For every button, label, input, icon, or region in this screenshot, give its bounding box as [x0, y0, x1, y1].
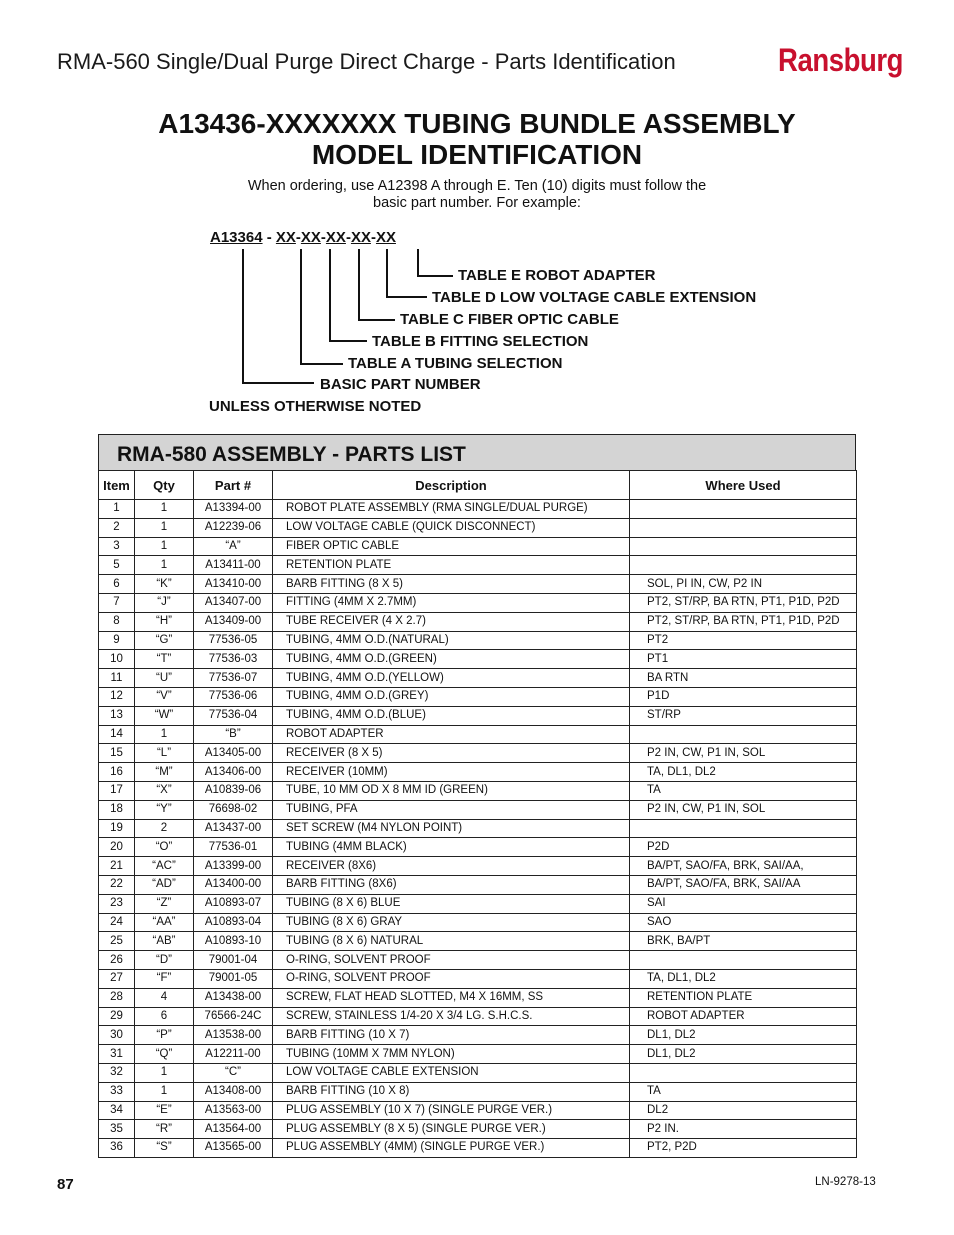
cell-where-used [630, 951, 857, 970]
table-row [99, 894, 857, 913]
table-row [99, 1101, 857, 1120]
cell-item: 26 [99, 951, 135, 970]
table-row [99, 650, 857, 669]
cell-item: 2 [99, 518, 135, 537]
cell-item: 1 [99, 500, 135, 519]
cell-description: TUBING, 4MM O.D.(BLUE) [273, 706, 630, 725]
cell-part-number: A13407-00 [194, 593, 273, 612]
cell-qty: “AD” [135, 875, 194, 894]
cell-qty: “D” [135, 951, 194, 970]
cell-part-number: A12239-06 [194, 518, 273, 537]
cell-qty: “Y” [135, 800, 194, 819]
col-header-where-used: Where Used [630, 471, 857, 500]
parts-table-body [99, 500, 857, 1158]
cell-qty: “P” [135, 1026, 194, 1045]
cell-part-number: A13538-00 [194, 1026, 273, 1045]
cell-item: 33 [99, 1082, 135, 1101]
table-row [99, 500, 857, 519]
cell-description: O-RING, SOLVENT PROOF [273, 969, 630, 988]
cell-item: 23 [99, 894, 135, 913]
cell-item: 8 [99, 612, 135, 631]
pn-dash1: - [295, 229, 301, 246]
cell-part-number: A13394-00 [194, 500, 273, 519]
cell-description: TUBING, 4MM O.D.(GREY) [273, 687, 630, 706]
cell-item: 30 [99, 1026, 135, 1045]
cell-part-number: A13437-00 [194, 819, 273, 838]
table-row [99, 593, 857, 612]
cell-item: 32 [99, 1063, 135, 1082]
cell-where-used: DL2 [630, 1101, 857, 1120]
page-title-line1: A13436-XXXXXXX TUBING BUNDLE ASSEMBLY [158, 108, 796, 139]
cell-description: TUBE, 10 MM OD X 8 MM ID (GREEN) [273, 781, 630, 800]
cell-qty: “H” [135, 612, 194, 631]
cell-item: 14 [99, 725, 135, 744]
cell-description: TUBING (10MM X 7MM NYLON) [273, 1045, 630, 1064]
table-row [99, 969, 857, 988]
pn-seg2: XX [300, 229, 321, 246]
cell-where-used [630, 518, 857, 537]
cell-where-used: PT2, ST/RP, BA RTN, PT1, P1D, P2D [630, 612, 857, 631]
table-row [99, 819, 857, 838]
table-row [99, 1120, 857, 1139]
cell-part-number: A13565-00 [194, 1139, 273, 1158]
label-table-b: TABLE B FITTING SELECTION [372, 333, 589, 350]
cell-qty: “V” [135, 687, 194, 706]
cell-description: TUBING, 4MM O.D.(YELLOW) [273, 669, 630, 688]
cell-where-used: RETENTION PLATE [630, 988, 857, 1007]
cell-part-number: A13406-00 [194, 763, 273, 782]
cell-qty: 4 [135, 988, 194, 1007]
cell-part-number: A13399-00 [194, 857, 273, 876]
leader-line-e [418, 249, 453, 276]
cell-item: 22 [99, 875, 135, 894]
table-row [99, 631, 857, 650]
cell-qty: “T” [135, 650, 194, 669]
cell-description: BARB FITTING (10 X 8) [273, 1082, 630, 1101]
cell-qty: 1 [135, 1063, 194, 1082]
cell-where-used: DL1, DL2 [630, 1045, 857, 1064]
cell-description: RECEIVER (8X6) [273, 857, 630, 876]
cell-item: 12 [99, 687, 135, 706]
cell-part-number: 77536-05 [194, 631, 273, 650]
cell-description: TUBING, 4MM O.D.(GREEN) [273, 650, 630, 669]
cell-part-number: A12211-00 [194, 1045, 273, 1064]
cell-qty: 1 [135, 1082, 194, 1101]
cell-part-number: A13400-00 [194, 875, 273, 894]
cell-description: SET SCREW (M4 NYLON POINT) [273, 819, 630, 838]
cell-part-number: 77536-06 [194, 687, 273, 706]
cell-description: RECEIVER (10MM) [273, 763, 630, 782]
leader-line-b [330, 249, 367, 341]
cell-description: BARB FITTING (8 X 5) [273, 575, 630, 594]
leader-line-c [359, 249, 395, 320]
cell-part-number: A13438-00 [194, 988, 273, 1007]
parts-table [98, 470, 857, 1158]
cell-qty: “AC” [135, 857, 194, 876]
pn-dash3: - [345, 229, 351, 246]
cell-part-number: A13563-00 [194, 1101, 273, 1120]
cell-where-used: BRK, BA/PT [630, 932, 857, 951]
pn-basic: A13364 [210, 229, 263, 246]
cell-where-used: P2 IN. [630, 1120, 857, 1139]
cell-qty: “Q” [135, 1045, 194, 1064]
ransburg-logo: Ransburg [778, 42, 903, 78]
page-number: 87 [57, 1176, 74, 1193]
cell-qty: “X” [135, 781, 194, 800]
cell-qty: “F” [135, 969, 194, 988]
page-title-line2: MODEL IDENTIFICATION [311, 139, 643, 170]
cell-description: ROBOT PLATE ASSEMBLY (RMA SINGLE/DUAL PURGE) [273, 500, 630, 519]
cell-qty: “M” [135, 763, 194, 782]
cell-part-number: 76698-02 [194, 800, 273, 819]
cell-item: 21 [99, 857, 135, 876]
cell-qty: “AB” [135, 932, 194, 951]
table-row [99, 951, 857, 970]
cell-description: BARB FITTING (10 X 7) [273, 1026, 630, 1045]
cell-where-used: TA [630, 781, 857, 800]
table-row [99, 1139, 857, 1158]
cell-where-used [630, 500, 857, 519]
cell-description: FITTING (4MM X 2.7MM) [273, 593, 630, 612]
cell-description: TUBING, PFA [273, 800, 630, 819]
table-row [99, 725, 857, 744]
pn-dash4: - [370, 229, 376, 246]
table-row [99, 612, 857, 631]
cell-part-number: 77536-07 [194, 669, 273, 688]
cell-qty: “W” [135, 706, 194, 725]
label-table-d: TABLE D LOW VOLTAGE CABLE EXTENSION [432, 289, 757, 306]
cell-qty: “K” [135, 575, 194, 594]
cell-qty: “E” [135, 1101, 194, 1120]
cell-item: 35 [99, 1120, 135, 1139]
cell-where-used: P2 IN, CW, P1 IN, SOL [630, 800, 857, 819]
table-row [99, 875, 857, 894]
cell-qty: 1 [135, 725, 194, 744]
cell-item: 17 [99, 781, 135, 800]
cell-description: PLUG ASSEMBLY (4MM) (SINGLE PURGE VER.) [273, 1139, 630, 1158]
intro-line2: basic part number. For example: [373, 195, 581, 211]
pn-seg3: XX [325, 229, 346, 246]
cell-item: 34 [99, 1101, 135, 1120]
cell-where-used: BA RTN [630, 669, 857, 688]
cell-item: 20 [99, 838, 135, 857]
cell-where-used [630, 725, 857, 744]
cell-description: BARB FITTING (8X6) [273, 875, 630, 894]
cell-description: TUBE RECEIVER (4 X 2.7) [273, 612, 630, 631]
cell-item: 27 [99, 969, 135, 988]
example-part-number [210, 229, 396, 246]
cell-where-used: TA, DL1, DL2 [630, 763, 857, 782]
cell-qty: “O” [135, 838, 194, 857]
cell-where-used: SAO [630, 913, 857, 932]
table-row [99, 518, 857, 537]
table-row [99, 800, 857, 819]
cell-qty: “AA” [135, 913, 194, 932]
cell-part-number: A13411-00 [194, 556, 273, 575]
cell-where-used: TA, DL1, DL2 [630, 969, 857, 988]
cell-part-number: 79001-05 [194, 969, 273, 988]
cell-part-number: A13409-00 [194, 612, 273, 631]
table-row [99, 1082, 857, 1101]
table-row [99, 932, 857, 951]
cell-item: 18 [99, 800, 135, 819]
table-row [99, 763, 857, 782]
pn-seg1: XX [275, 229, 296, 246]
cell-where-used: P1D [630, 687, 857, 706]
cell-part-number: A10893-04 [194, 913, 273, 932]
cell-description: SCREW, STAINLESS 1/4-20 X 3/4 LG. S.H.C.S. [273, 1007, 630, 1026]
cell-qty: “R” [135, 1120, 194, 1139]
table-row [99, 744, 857, 763]
cell-description: LOW VOLTAGE CABLE (QUICK DISCONNECT) [273, 518, 630, 537]
cell-qty: “U” [135, 669, 194, 688]
table-row [99, 687, 857, 706]
col-header-description: Description [273, 471, 630, 500]
col-header-part: Part # [194, 471, 273, 500]
cell-description: SCREW, FLAT HEAD SLOTTED, M4 X 16MM, SS [273, 988, 630, 1007]
cell-part-number: 77536-04 [194, 706, 273, 725]
label-note: UNLESS OTHERWISE NOTED [209, 398, 422, 415]
cell-item: 29 [99, 1007, 135, 1026]
table-header-row [99, 471, 857, 500]
cell-where-used: BA/PT, SAO/FA, BRK, SAI/AA, [630, 857, 857, 876]
cell-qty: 1 [135, 518, 194, 537]
cell-qty: “L” [135, 744, 194, 763]
label-table-a: TABLE A TUBING SELECTION [348, 355, 563, 372]
cell-where-used: SOL, PI IN, CW, P2 IN [630, 575, 857, 594]
cell-where-used: PT1 [630, 650, 857, 669]
cell-where-used: PT2 [630, 631, 857, 650]
cell-qty: “Z” [135, 894, 194, 913]
table-row [99, 706, 857, 725]
cell-where-used [630, 556, 857, 575]
pn-sep0: - [262, 229, 276, 246]
cell-part-number: A13410-00 [194, 575, 273, 594]
cell-description: PLUG ASSEMBLY (8 X 5) (SINGLE PURGE VER.) [273, 1120, 630, 1139]
cell-description: TUBING (8 X 6) BLUE [273, 894, 630, 913]
cell-part-number: A10839-06 [194, 781, 273, 800]
table-row [99, 537, 857, 556]
leader-line-d [387, 249, 427, 297]
table-row [99, 1026, 857, 1045]
col-header-item: Item [99, 471, 135, 500]
cell-part-number: 76566-24C [194, 1007, 273, 1026]
cell-where-used [630, 537, 857, 556]
label-table-e: TABLE E ROBOT ADAPTER [458, 267, 656, 284]
cell-item: 3 [99, 537, 135, 556]
cell-item: 15 [99, 744, 135, 763]
cell-description: FIBER OPTIC CABLE [273, 537, 630, 556]
cell-description: TUBING, 4MM O.D.(NATURAL) [273, 631, 630, 650]
cell-description: TUBING (4MM BLACK) [273, 838, 630, 857]
cell-where-used [630, 1063, 857, 1082]
cell-part-number: “B” [194, 725, 273, 744]
cell-item: 16 [99, 763, 135, 782]
table-row [99, 575, 857, 594]
cell-part-number: 79001-04 [194, 951, 273, 970]
label-table-c: TABLE C FIBER OPTIC CABLE [400, 311, 619, 328]
cell-item: 31 [99, 1045, 135, 1064]
col-header-qty: Qty [135, 471, 194, 500]
table-row [99, 1063, 857, 1082]
cell-item: 5 [99, 556, 135, 575]
cell-qty: 1 [135, 556, 194, 575]
cell-part-number: “C” [194, 1063, 273, 1082]
cell-description: RETENTION PLATE [273, 556, 630, 575]
cell-qty: 1 [135, 500, 194, 519]
cell-qty: 1 [135, 537, 194, 556]
table-row [99, 1045, 857, 1064]
leader-line-basic [243, 249, 314, 383]
cell-description: PLUG ASSEMBLY (10 X 7) (SINGLE PURGE VER.) [273, 1101, 630, 1120]
cell-part-number: A13405-00 [194, 744, 273, 763]
table-row [99, 988, 857, 1007]
cell-part-number: A10893-10 [194, 932, 273, 951]
cell-where-used: DL1, DL2 [630, 1026, 857, 1045]
cell-where-used: P2D [630, 838, 857, 857]
cell-item: 6 [99, 575, 135, 594]
cell-description: RECEIVER (8 X 5) [273, 744, 630, 763]
cell-where-used: SAI [630, 894, 857, 913]
pn-dash2: - [320, 229, 326, 246]
cell-part-number: A10893-07 [194, 894, 273, 913]
cell-item: 13 [99, 706, 135, 725]
cell-description: LOW VOLTAGE CABLE EXTENSION [273, 1063, 630, 1082]
cell-item: 25 [99, 932, 135, 951]
cell-where-used: PT2, P2D [630, 1139, 857, 1158]
label-basic-part-number: BASIC PART NUMBER [320, 376, 481, 393]
cell-qty: 2 [135, 819, 194, 838]
cell-where-used: PT2, ST/RP, BA RTN, PT1, P1D, P2D [630, 593, 857, 612]
cell-where-used [630, 819, 857, 838]
table-row [99, 838, 857, 857]
cell-description: ROBOT ADAPTER [273, 725, 630, 744]
table-row [99, 1007, 857, 1026]
intro-line1: When ordering, use A12398 A through E. Ten (10) digits must follow the [247, 178, 707, 194]
cell-qty: “J” [135, 593, 194, 612]
cell-where-used: ROBOT ADAPTER [630, 1007, 857, 1026]
cell-part-number: 77536-01 [194, 838, 273, 857]
cell-where-used: BA/PT, SAO/FA, BRK, SAI/AA [630, 875, 857, 894]
cell-part-number: A13408-00 [194, 1082, 273, 1101]
cell-qty: “S” [135, 1139, 194, 1158]
table-row [99, 913, 857, 932]
cell-item: 10 [99, 650, 135, 669]
table-row [99, 781, 857, 800]
cell-item: 9 [99, 631, 135, 650]
cell-item: 11 [99, 669, 135, 688]
cell-part-number: 77536-03 [194, 650, 273, 669]
cell-part-number: “A” [194, 537, 273, 556]
cell-qty: 6 [135, 1007, 194, 1026]
cell-item: 36 [99, 1139, 135, 1158]
cell-where-used: TA [630, 1082, 857, 1101]
table-row [99, 556, 857, 575]
parts-list [98, 434, 856, 1158]
cell-description: TUBING (8 X 6) NATURAL [273, 932, 630, 951]
cell-qty: “G” [135, 631, 194, 650]
cell-item: 7 [99, 593, 135, 612]
cell-where-used: P2 IN, CW, P1 IN, SOL [630, 744, 857, 763]
cell-where-used: ST/RP [630, 706, 857, 725]
table-row [99, 669, 857, 688]
parts-list-title: RMA-580 ASSEMBLY - PARTS LIST [98, 434, 856, 470]
page-header-title: RMA-560 Single/Dual Purge Direct Charge - Parts Identification [57, 49, 676, 74]
cell-part-number: A13564-00 [194, 1120, 273, 1139]
cell-description: O-RING, SOLVENT PROOF [273, 951, 630, 970]
document-code: LN-9278-13 [815, 1176, 876, 1188]
leader-line-a [301, 249, 343, 364]
pn-seg4: XX [350, 229, 371, 246]
cell-item: 19 [99, 819, 135, 838]
table-row [99, 857, 857, 876]
cell-item: 24 [99, 913, 135, 932]
pn-seg5: XX [375, 229, 396, 246]
cell-description: TUBING (8 X 6) GRAY [273, 913, 630, 932]
cell-item: 28 [99, 988, 135, 1007]
